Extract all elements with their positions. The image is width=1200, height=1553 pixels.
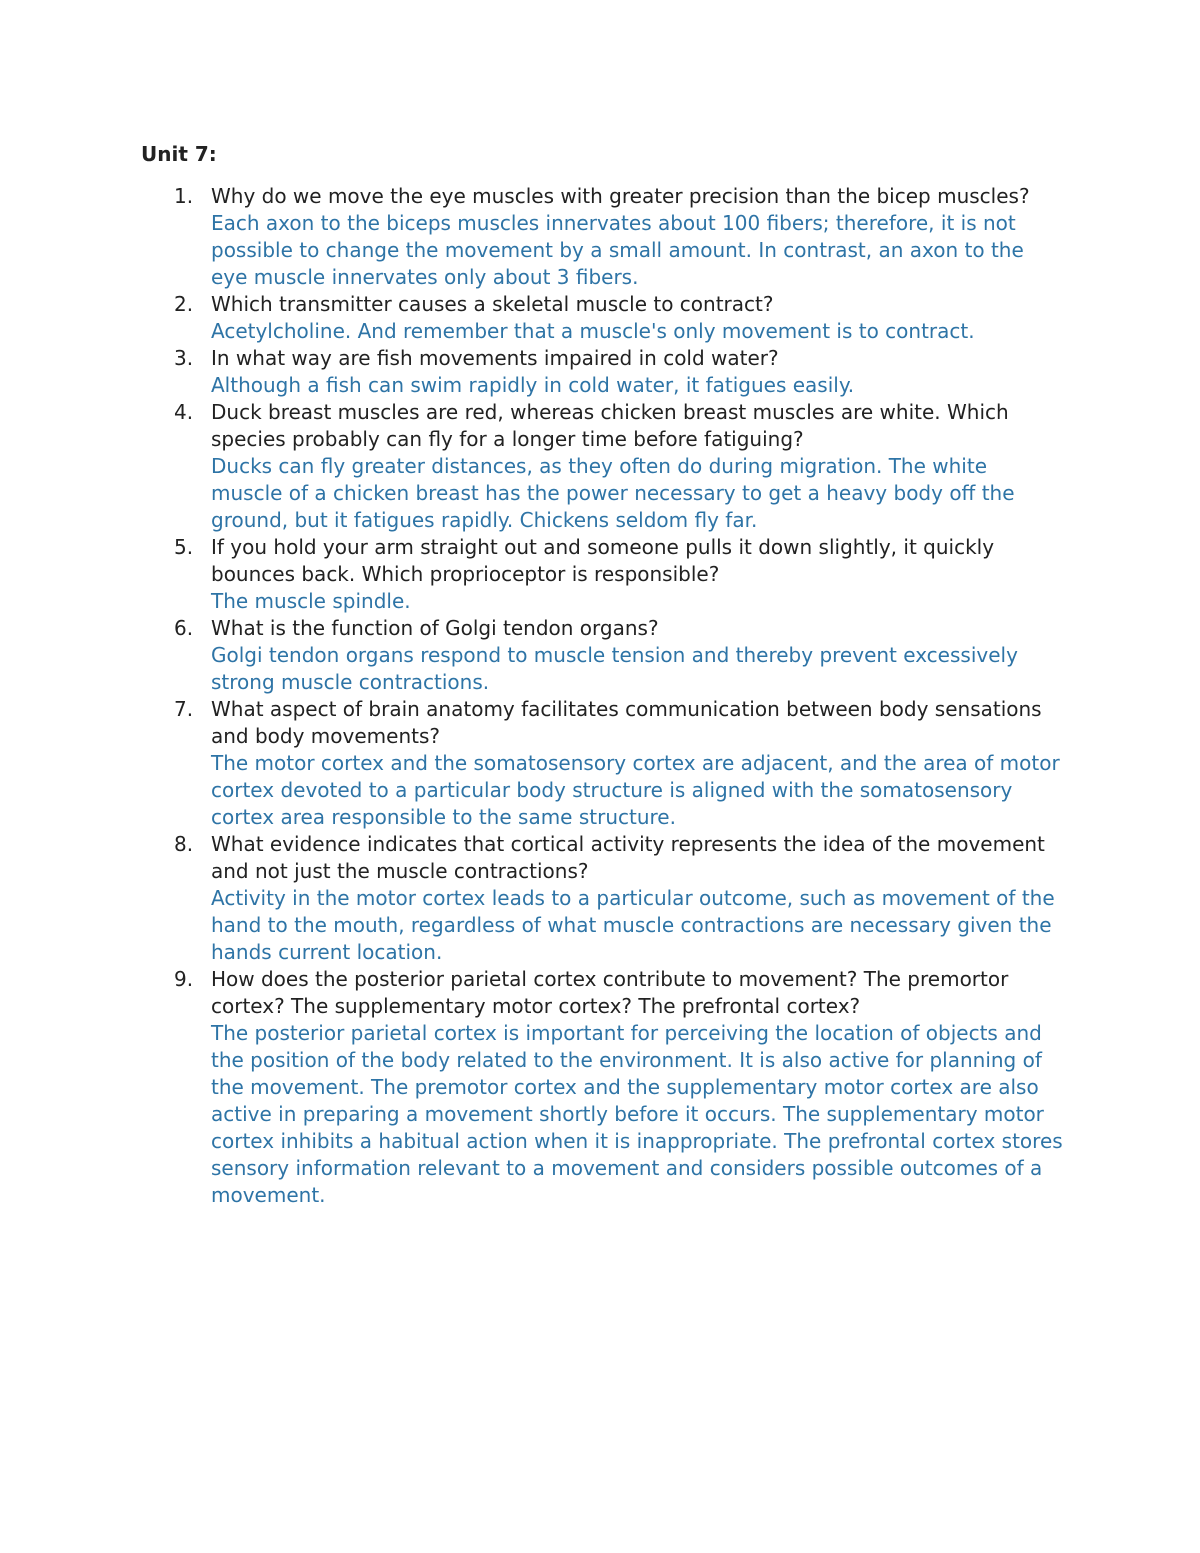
answer-text: Acetylcholine. And remember that a muscle's only movement is to contract.: [211, 319, 975, 343]
list-item: [174, 183, 1071, 291]
question-list: [174, 183, 1071, 1209]
list-item: [174, 615, 1071, 696]
list-item: [174, 831, 1071, 966]
item-number: 7.: [174, 697, 194, 721]
item-number: 2.: [174, 292, 194, 316]
question-text: How does the posterior parietal cortex contribute to movement? The premortor cortex? The supplementary motor cortex? The prefrontal cortex?: [211, 967, 1009, 1018]
list-item: [174, 696, 1071, 831]
list-item: [174, 966, 1071, 1209]
question-text: Which transmitter causes a skeletal muscle to contract?: [211, 292, 774, 316]
question-text: What evidence indicates that cortical activity represents the idea of the movement and not just the muscle contractions?: [211, 832, 1045, 883]
answer-text: The motor cortex and the somatosensory cortex are adjacent, and the area of motor cortex devoted to a particular body structure is aligned with the somatosensory cortex area responsible to the same structure.: [211, 751, 1060, 829]
item-number: 9.: [174, 967, 194, 991]
question-text: What aspect of brain anatomy facilitates communication between body sensations and body movements?: [211, 697, 1042, 748]
answer-text: Ducks can fly greater distances, as they often do during migration. The white muscle of a chicken breast has the power necessary to get a heavy body off the ground, but it fatigues rapidly. Chickens seldom fly far.: [211, 454, 1015, 532]
item-number: 3.: [174, 346, 194, 370]
item-number: 6.: [174, 616, 194, 640]
page-title: Unit 7:: [141, 142, 217, 166]
answer-text: Activity in the motor cortex leads to a particular outcome, such as movement of the hand to the mouth, regardless of what muscle contractions are necessary given the hands current location.: [211, 886, 1055, 964]
list-item: [174, 399, 1071, 534]
list-item: [174, 345, 1071, 399]
answer-text: Each axon to the biceps muscles innervates about 100 fibers; therefore, it is not possible to change the movement by a small amount. In contrast, an axon to the eye muscle innervates only about 3 fibers.: [211, 211, 1024, 289]
question-text: If you hold your arm straight out and someone pulls it down slightly, it quickly bounces back. Which proprioceptor is responsible?: [211, 535, 995, 586]
item-number: 4.: [174, 400, 194, 424]
answer-text: The muscle spindle.: [211, 589, 411, 613]
item-number: 1.: [174, 184, 194, 208]
answer-text: Golgi tendon organs respond to muscle tension and thereby prevent excessively strong muscle contractions.: [211, 643, 1018, 694]
item-number: 8.: [174, 832, 194, 856]
answer-text: Although a fish can swim rapidly in cold water, it fatigues easily.: [211, 373, 855, 397]
answer-text: The posterior parietal cortex is important for perceiving the location of objects and the position of the body related to the environment. It is also active for planning of the movement. The premotor cortex and the supplementary motor cortex are also active in preparing a movement shortly before it occurs. The supplementary motor cortex inhibits a habitual action when it is inappropriate. The prefrontal cortex stores sensory information relevant to a movement and considers possible outcomes of a movement.: [211, 1021, 1063, 1207]
list-item: [174, 534, 1071, 615]
question-text: Why do we move the eye muscles with greater precision than the bicep muscles?: [211, 184, 1030, 208]
item-number: 5.: [174, 535, 194, 559]
question-text: What is the function of Golgi tendon organs?: [211, 616, 659, 640]
question-text: In what way are fish movements impaired in cold water?: [211, 346, 779, 370]
list-item: [174, 291, 1071, 345]
question-text: Duck breast muscles are red, whereas chicken breast muscles are white. Which species probably can fly for a longer time before fatiguing?: [211, 400, 1009, 451]
